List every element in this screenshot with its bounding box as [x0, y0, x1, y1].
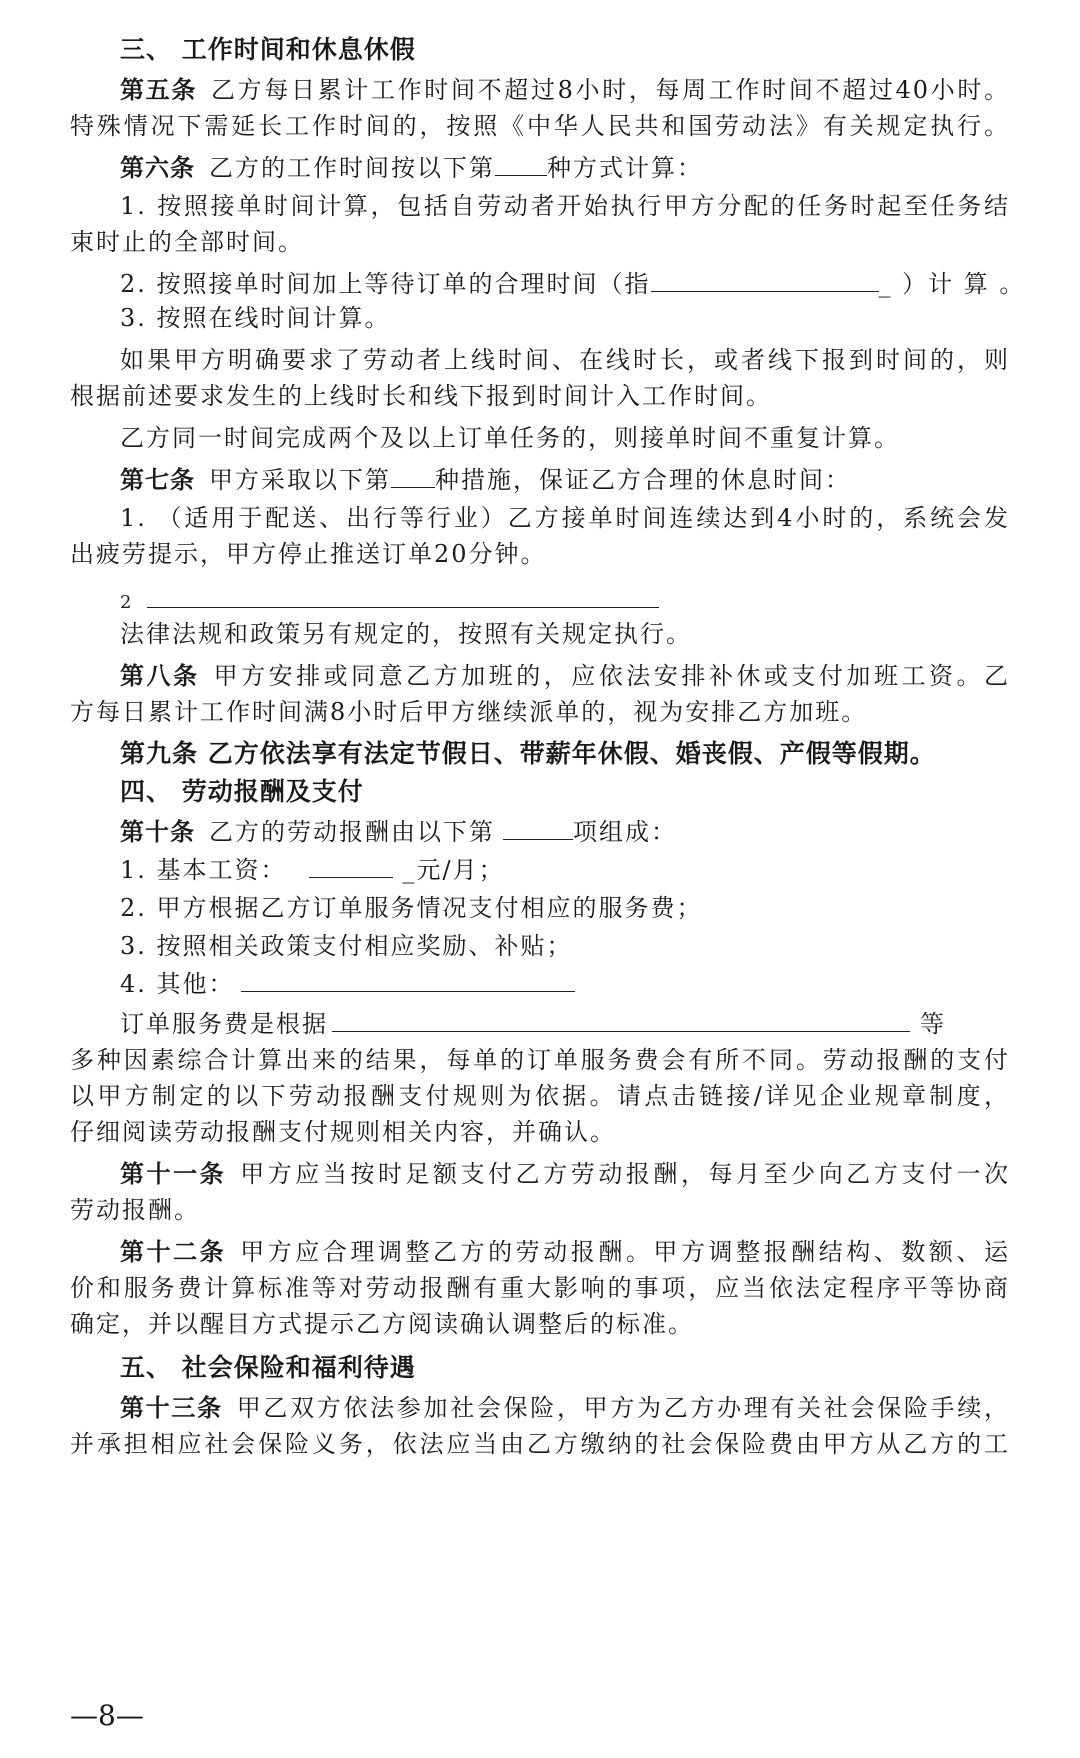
article-text: _ ）计 算 。 [878, 270, 1026, 298]
article-title: 第十二条 [120, 1238, 227, 1266]
fill-in-blank[interactable] [332, 1007, 910, 1032]
article-title: 第十条 [120, 818, 195, 846]
article-7-item-1-line-1: 1. （适用于配送、出行等行业）乙方接单时间连续达到4小时的，系统会发 [120, 504, 1010, 532]
article-text: 等 [920, 1010, 946, 1038]
article-text: 2. 按照接单时间加上等待订单的合理时间（指 [120, 270, 651, 298]
article-text: 项组成： [573, 818, 677, 846]
article-title: 第六条 [120, 154, 195, 182]
article-text: 4. 其他： [120, 970, 235, 998]
article-text: 甲乙双方依法参加社会保险，甲方为乙方办理有关社会保险手续， [236, 1394, 1010, 1422]
article-6-para-1-line-1: 如果甲方明确要求了劳动者上线时间、在线时长，或者线下报到时间的，则 [120, 346, 1010, 374]
article-6-item-1-line-2: 束时止的全部时间。 [70, 228, 304, 256]
article-13-line-2: 并承担相应社会保险义务，依法应当由乙方缴纳的社会保险费由甲方从乙方的工 [70, 1430, 1010, 1458]
article-text: 乙方每日累计工作时间不超过8小时，每周工作时间不超过40小时。 [211, 76, 1011, 104]
article-10-para-1-line-3: 以甲方制定的以下劳动报酬支付规则为依据。请点击链接/详见企业规章制度， [70, 1082, 1010, 1110]
section-heading-5: 五、 社会保险和福利待遇 [120, 1353, 416, 1382]
article-text: 订单服务费是根据 [120, 1010, 328, 1038]
article-8-line-2: 方每日累计工作时间满8小时后甲方继续派单的，视为安排乙方加班。 [70, 698, 868, 726]
article-10-item-4 [120, 964, 1010, 1004]
article-11-line-1 [120, 1154, 1010, 1194]
article-5-line-1 [120, 70, 1010, 110]
article-6-para-2: 乙方同一时间完成两个及以上订单任务的，则接单时间不重复计算。 [120, 424, 900, 452]
fill-in-blank[interactable] [495, 151, 547, 176]
article-9: 第九条 乙方依法享有法定节假日、带薪年休假、婚丧假、产假等假期。 [120, 739, 936, 768]
article-10-para-1-line-2: 多种因素综合计算出来的结果，每单的订单服务费会有所不同。劳动报酬的支付 [70, 1046, 1010, 1074]
article-5-line-2: 特殊情况下需延长工作时间的，按照《中华人民共和国劳动法》有关规定执行。 [70, 112, 1010, 140]
article-12-line-3: 确定，并以醒目方式提示乙方阅读确认调整后的标准。 [70, 1310, 694, 1338]
article-7-item-1-line-2: 出疲劳提示，甲方停止推送订单20分钟。 [70, 540, 547, 568]
article-text: 甲方安排或同意乙方加班的，应依法安排补休或支付加班工资。乙 [213, 662, 1011, 690]
section-heading-3: 三、 工作时间和休息休假 [120, 35, 416, 64]
article-10-para-1-line-4: 仔细阅读劳动报酬支付规则相关内容，并确认。 [70, 1118, 616, 1146]
page-number: —8— [70, 1699, 144, 1732]
fill-in-blank[interactable] [391, 463, 435, 488]
article-6-para-1-line-2: 根据前述要求发生的上线时长和线下报到时间计入工作时间。 [70, 382, 772, 410]
article-6-item-1-line-1: 1. 按照接单时间计算，包括自劳动者开始执行甲方分配的任务时起至任务结 [120, 192, 1010, 220]
article-text: 乙方的工作时间按以下第 [209, 154, 495, 182]
fill-in-blank[interactable] [309, 853, 393, 878]
article-10-item-3: 3. 按照相关政策支付相应奖励、补贴； [120, 932, 573, 960]
article-title: 第十三条 [120, 1394, 223, 1422]
fill-in-blank[interactable] [651, 267, 879, 292]
article-12-line-2: 价和服务费计算标准等对劳动报酬有重大影响的事项，应当依法定程序平等协商 [70, 1274, 1010, 1302]
article-text: _元/月； [402, 856, 505, 884]
article-title: 第十一条 [120, 1160, 227, 1188]
article-title: 第八条 [120, 662, 200, 690]
article-6-line-1 [120, 148, 1010, 188]
article-10-item-1 [120, 850, 1010, 890]
fill-in-blank[interactable] [503, 815, 573, 840]
article-text: 1. 基本工资： [120, 856, 287, 884]
fill-in-blank[interactable] [241, 967, 575, 992]
article-7-para-1: 法律法规和政策另有规定的，按照有关规定执行。 [120, 620, 692, 648]
article-10-item-2: 2. 甲方根据乙方订单服务情况支付相应的服务费； [120, 894, 703, 922]
article-6-item-3: 3. 按照在线时间计算。 [120, 304, 391, 332]
article-10-line-1 [120, 812, 1010, 852]
article-11-line-2: 劳动报酬。 [70, 1196, 200, 1224]
article-text: 甲方应当按时足额支付乙方劳动报酬，每月至少向乙方支付一次 [240, 1160, 1011, 1188]
fill-in-blank[interactable] [147, 583, 659, 608]
article-text: 甲方采取以下第 [209, 466, 391, 494]
article-title: 第五条 [120, 76, 197, 104]
item-number: 2 [120, 592, 134, 613]
article-13-line-1 [120, 1388, 1010, 1428]
article-text: 乙方的劳动报酬由以下第 [209, 818, 495, 846]
article-text: 种措施，保证乙方合理的休息时间： [435, 466, 851, 494]
article-12-line-1 [120, 1232, 1010, 1272]
article-text: 甲方应合理调整乙方的劳动报酬。甲方调整报酬结构、数额、运 [240, 1238, 1011, 1266]
article-10-para-1-line-1 [120, 1004, 1010, 1044]
article-text: 种方式计算： [547, 154, 703, 182]
article-title: 第七条 [120, 466, 195, 494]
section-heading-4: 四、 劳动报酬及支付 [120, 777, 364, 806]
article-8-line-1 [120, 656, 1010, 696]
article-7-line-1 [120, 460, 1010, 500]
